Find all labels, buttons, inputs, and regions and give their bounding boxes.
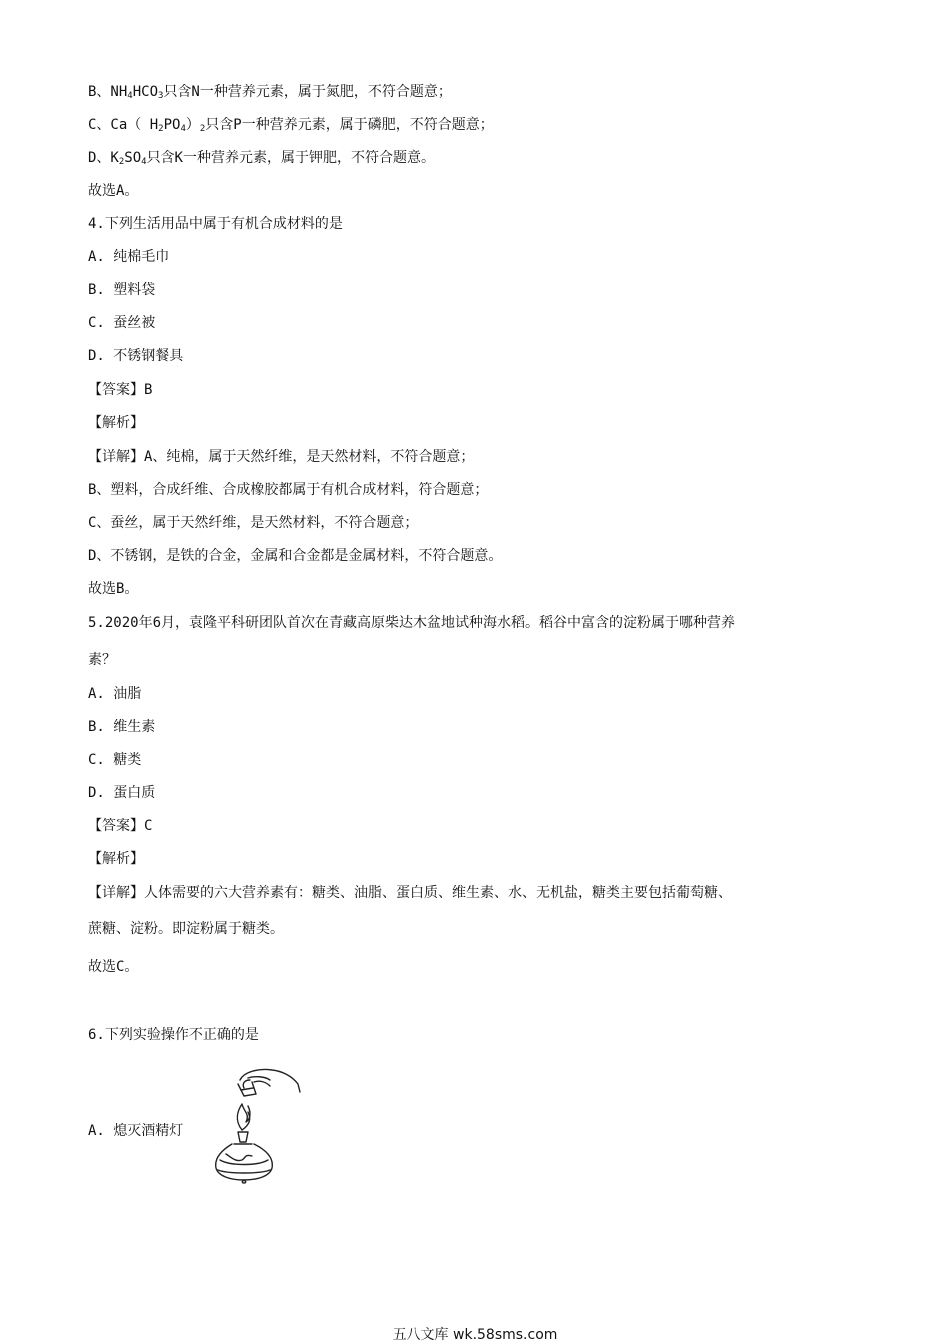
- alcohol-lamp-illustration: [208, 1058, 304, 1186]
- q5-conclusion: 故选C。: [88, 959, 139, 975]
- q4-option-d: D. 不锈钢餐具: [88, 348, 184, 364]
- q5-analysis-label: 【解析】: [88, 851, 144, 867]
- prev-option-b: B、$NH_4HCO_3$只含N一种营养元素，属于氮肥，不符合题意；: [88, 84, 452, 101]
- q4-option-a: A. 纯棉毛巾: [88, 249, 170, 265]
- q4-conclusion: 故选B。: [88, 581, 139, 597]
- q6-option-a: A. 熄灭酒精灯: [88, 1123, 184, 1139]
- q5-option-d: D. 蛋白质: [88, 785, 156, 801]
- q4-stem: 4.下列生活用品中属于有机合成材料的是: [88, 216, 343, 232]
- q4-option-b: B. 塑料袋: [88, 282, 156, 298]
- q5-option-c: C. 糖类: [88, 752, 142, 768]
- q4-detail-3: C、蚕丝，属于天然纤维，是天然材料，不符合题意；: [88, 515, 419, 531]
- q6-stem: 6.下列实验操作不正确的是: [88, 1027, 259, 1043]
- q4-detail-1: 【详解】A、纯棉，属于天然纤维，是天然材料，不符合题意；: [88, 449, 475, 465]
- prev-option-c: C、Ca（ $H_2PO_4)_2$只含P一种营养元素，属于磷肥，不符合题意；: [88, 117, 494, 134]
- q5-option-a: A. 油脂: [88, 686, 142, 702]
- prev-option-d: D、$K_2SO_4$只含K一种营养元素，属于钾肥，不符合题意。: [88, 150, 435, 167]
- q5-detail-line2: 蔗糖、淀粉。即淀粉属于糖类。: [88, 921, 284, 937]
- q4-answer: 【答案】B: [88, 382, 153, 398]
- q5-answer: 【答案】C: [88, 818, 153, 834]
- q5-option-b: B. 维生素: [88, 719, 156, 735]
- footer-watermark: 五八文库 wk.58sms.com: [392, 1327, 558, 1343]
- q4-analysis-label: 【解析】: [88, 415, 144, 431]
- q4-detail-2: B、塑料，合成纤维、合成橡胶都属于有机合成材料，符合题意；: [88, 482, 489, 498]
- q5-stem-line1: 5.2020年6月，袁隆平科研团队首次在青藏高原柴达木盆地试种海水稻。稻谷中富含的淀粉属于哪种营养: [88, 615, 735, 631]
- prev-conclusion: 故选A。: [88, 183, 139, 199]
- q4-option-c: C. 蚕丝被: [88, 315, 156, 331]
- q5-detail-line1: 【详解】人体需要的六大营养素有：糖类、油脂、蛋白质、维生素、水、无机盐，糖类主要包括葡萄糖、: [88, 885, 732, 901]
- q4-detail-4: D、不锈钢，是铁的合金，金属和合金都是金属材料，不符合题意。: [88, 548, 503, 564]
- q5-stem-line2: 素？: [88, 652, 116, 668]
